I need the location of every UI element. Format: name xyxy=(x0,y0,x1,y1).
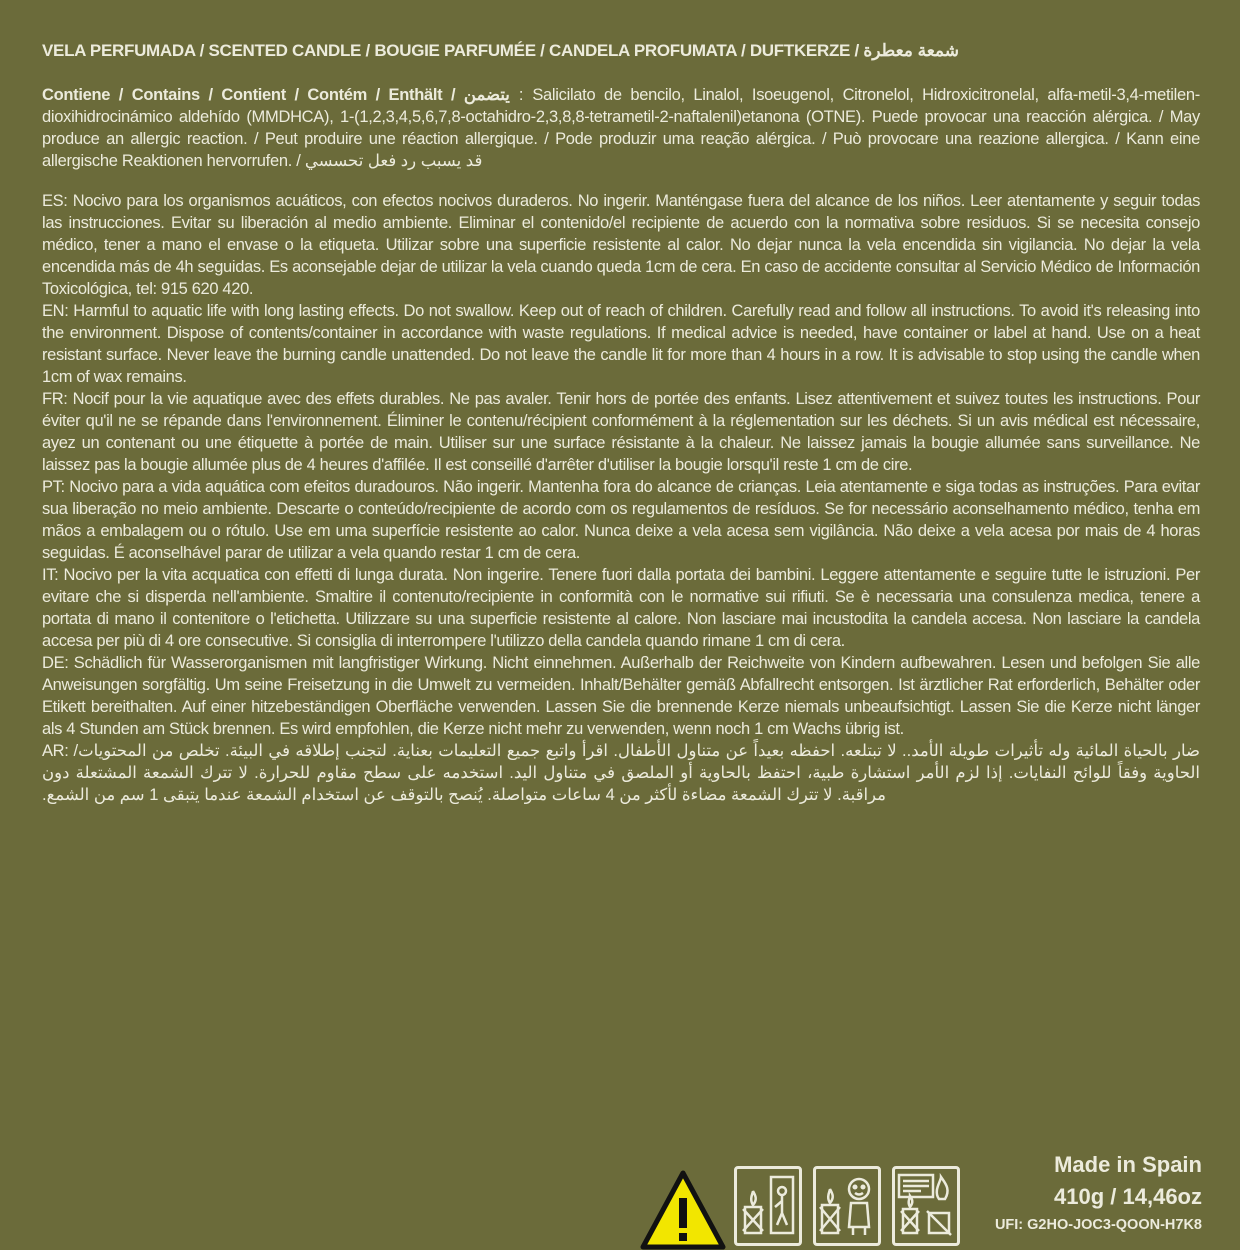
product-title: VELA PERFUMADA / SCENTED CANDLE / BOUGIE PARFUMÉE / CANDELA PROFUMATA / DUFTKERZE / شمعة معطرة xyxy=(42,41,959,60)
contains-label-ar: يتضمن xyxy=(463,86,510,104)
product-info xyxy=(995,1150,1202,1236)
contains-label: Contiene / Contains / Contient / Contém / Enthält / xyxy=(42,86,456,104)
hazard-warning-icon xyxy=(640,1170,726,1250)
warning-es: ES: Nocivo para los organismos acuáticos, con efectos nocivos duraderos. No ingerir. Manténgase fuera del alcance de los niños. Leer atentamente y seguir todas las instrucciones. Evitar su liberación al medio ambiente. Eliminar el contenido/el recipiente de acuerdo con la normativa sobre residuos. Si se necesita consejo médico, tener a mano el envase o la etiqueta. Utilizar sobre una superficie resistente al calor. No dejar nunca la vela encendida sin vigilancia. No dejar la vela encendida más de 4h seguidas. Es aconsejable dejar de utilizar la vela cuando queda 1cm de cera. En caso de accidente consultar al Servicio Médico de Información Toxicológica, tel: 915 620 420. xyxy=(42,192,1200,298)
warning-en: EN: Harmful to aquatic life with long lasting effects. Do not swallow. Keep out of reach of children. Carefully read and follow all instructions. To avoid it's releasing into the environment. Dispose of contents/container in accordance with waste regulations. If medical advice is needed, have container or label at hand. Use on a heat resistant surface. Never leave the burning candle unattended. Do not leave the candle lit for more than 4 hours in a row. It is advisable to stop using the candle when 1cm of wax remains. xyxy=(42,302,1200,386)
ingredients-text: : Salicilato de bencilo, Linalol, Isoeugenol, Citronelol, Hidroxicitronelal, alfa-metil-3,4-metilen-dioxihidrocinámico aldehído (MMDHCA), 1-(1,2,3,4,5,6,7,8-octahidro-2,3,8,8-tetrametil-2-naftalenil)etanona (OTNE). Puede provocar una reacción alérgica. / May produce an allergic reaction. / Peut produire une réaction allergique. / Pode produzir uma reação alérgica. / Può provocare una reazione allergica. / Kann eine allergische Reaktionen hervorrufen. / xyxy=(42,86,1200,170)
ingredients-block xyxy=(42,84,1200,172)
warning-ar xyxy=(42,740,1200,806)
warning-ar-label: AR: xyxy=(42,742,69,760)
ingredients-text-ar: قد يسبب رد فعل تحسسي xyxy=(304,152,483,170)
net-weight: 410g / 14,46oz xyxy=(1054,1184,1202,1209)
warning-pt: PT: Nocivo para a vida aquática com efeitos duradouros. Não ingerir. Mantenha fora do alcance de crianças. Leia atentamente e siga todas as instruções. Para evitar sua liberação no meio ambiente. Descarte o conteúdo/recipiente de acordo com os regulamentos de resíduos. Se for necessário aconselhamento médico, tenha em mãos a embalagem ou o rótulo. Use em uma superfície resistente ao calor. Nunca deixe a vela acesa sem vigilância. Não deixe a vela acesa por mais de 4 horas seguidas. É aconselhável parar de utilizar a vela quando restar 1 cm de cera. xyxy=(42,478,1200,562)
candle-flammable-icon xyxy=(892,1166,960,1246)
candle-keep-away-icon xyxy=(734,1166,802,1246)
warning-it: IT: Nocivo per la vita acquatica con effetti di lunga durata. Non ingerire. Tenere fuori dalla portata dei bambini. Leggere attentamente e seguire tutte le istruzioni. Per evitare che si disperda nell'ambiente. Smaltire il contenuto/recipiente in conformità con le normative sui rifiuti. Se è necessaria una consulenza medica, tenere a portata di mano il contenitore o l'etichetta. Utilizzare su una superficie resistente al calore. Non lasciare mai incustodita la candela accesa. Non lasciare la candela accesa per più di 4 ore consecutive. Si consiglia di interrompere l'utilizzo della candela quando rimane 1 cm di cera. xyxy=(42,566,1200,650)
made-in-label: Made in Spain xyxy=(1054,1152,1202,1177)
warning-ar-text: ضار بالحياة المائية وله تأثيرات طويلة الأمد.. لا تبتلعه. احفظه بعيداً عن متناول الأطفال. اقرأ واتبع جميع التعليمات بعناية. لتجنب إطلاقه في البيئة. تخلص من المحتويات/الحاوية وفقاً للوائح النفايات. إذا لزم الأمر استشارة طبية، احتفظ بالحاوية أو الملصق في متناول اليد. استخدمه على سطح مقاوم للحرارة. لا تترك الشمعة المشتعلة دون مراقبة. لا تترك الشمعة مضاءة لأكثر من 4 ساعات متواصلة. يُنصح بالتوقف عن استخدام الشمعة عندما يتبقى 1 سم من الشمع. xyxy=(42,742,1200,804)
warning-fr: FR: Nocif pour la vie aquatique avec des effets durables. Ne pas avaler. Tenir hors de portée des enfants. Lisez attentivement et suivez toutes les instructions. Pour éviter qu'il ne se répande dans l'environnement. Éliminer le contenu/récipient conformément à la réglementation sur les déchets. Si un avis médical est nécessaire, ayez un contenant ou une étiquette à portée de main. Utiliser sur une surface résistante à la chaleur. Ne laissez jamais la bougie allumée sans surveillance. Ne laissez pas la bougie allumée plus de 4 heures d'affilée. Il est conseillé d'arrêter d'utiliser la bougie lorsqu'il reste 1 cm de cire. xyxy=(42,390,1200,474)
ufi-code: UFI: G2HO-JOC3-QOON-H7K8 xyxy=(994,1217,1202,1233)
candle-children-icon xyxy=(813,1166,881,1246)
safety-pictograms xyxy=(640,1166,971,1250)
warning-de: DE: Schädlich für Wasserorganismen mit langfristiger Wirkung. Nicht einnehmen. Außerhalb der Reichweite von Kindern aufbewahren. Lesen und befolgen Sie alle Anweisungen sorgfältig. Um seine Freisetzung in die Umwelt zu vermeiden. Inhalt/Behälter gemäß Abfallrecht entsorgen. Ist ärztlicher Rat erforderlich, Behälter oder Etikett bereithalten. Auf einer hitzebeständigen Oberfläche verwenden. Lassen Sie die brennende Kerze niemals unbeaufsichtigt. Lassen Sie die Kerze nicht länger als 4 Stunden am Stück brennen. Es wird empfohlen, die Kerze nicht mehr zu verwenden, wenn noch 1 cm Wachs übrig ist. xyxy=(42,654,1200,738)
